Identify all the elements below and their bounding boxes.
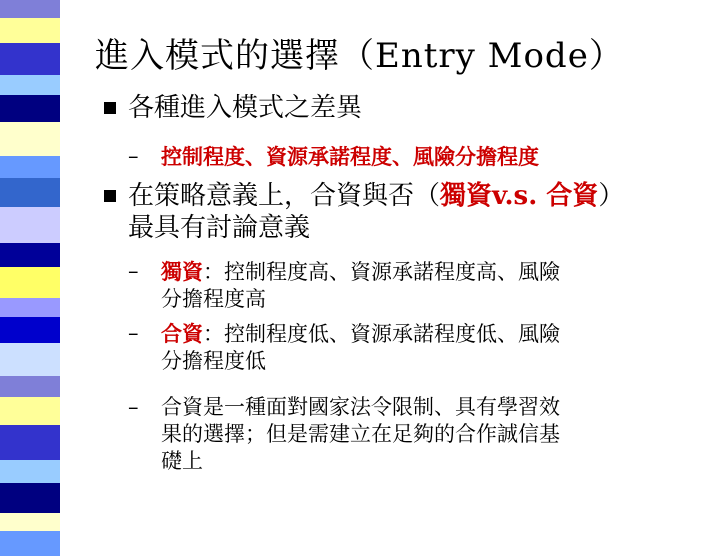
dash-icon: – [128, 395, 139, 419]
sub-bullet-2-2 [128, 320, 560, 375]
sub-bullet-2-1-text: 獨資：控制程度高、資源承諾程度高、風險 [161, 259, 560, 284]
stripe-block [0, 460, 60, 483]
stripe-block [0, 513, 60, 531]
stripe-block [0, 531, 60, 556]
bullet-2-text: 在策略意義上，合資與否（獨資v.s. 合資） [128, 181, 625, 211]
bullet-2 [104, 180, 624, 244]
bullet-2-text-line2: 最具有討論意義 [128, 213, 311, 243]
sub-bullet-2-3-cont2: 礎上 [161, 449, 203, 473]
stripe-block [0, 343, 60, 376]
sub-bullet-2-2-cont: 分擔程度低 [161, 349, 266, 373]
sub-bullet-2-1 [128, 258, 560, 313]
stripe-block [0, 397, 60, 425]
stripe-block [0, 207, 60, 243]
sub-bullet-1-1 [128, 143, 539, 170]
stripe-block [0, 317, 60, 343]
bullet-1 [104, 92, 362, 124]
stripe-block [0, 178, 60, 207]
sub-bullet-2-3-text: 合資是一種面對國家法令限制、具有學習效 [161, 395, 560, 419]
sub-bullet-2-2-text: 合資：控制程度低、資源承諾程度低、風險 [161, 321, 560, 346]
dash-icon: – [128, 259, 139, 283]
sub-bullet-2-3-cont: 果的選擇；但是需建立在足夠的合作誠信基 [161, 422, 560, 446]
stripe-block [0, 298, 60, 317]
dash-icon: – [128, 144, 139, 168]
bullet-square-icon [104, 190, 116, 202]
stripe-block [0, 425, 60, 460]
bullet-2-emphasis: 獨資v.s. 合資 [440, 181, 599, 211]
sub-bullet-2-1-cont: 分擔程度高 [161, 287, 266, 311]
sub-bullet-1-1-text: 控制程度、資源承諾程度、風險分擔程度 [161, 144, 539, 169]
stripe-block [0, 376, 60, 397]
sub-bullet-2-3 [128, 394, 560, 475]
slide-title: 進入模式的選擇（Entry Mode） [95, 36, 624, 76]
stripe-block [0, 18, 60, 43]
stripe-block [0, 267, 60, 298]
dash-icon: – [128, 321, 139, 345]
stripe-block [0, 43, 60, 75]
bullet-square-icon [104, 102, 116, 114]
stripe-block [0, 95, 60, 122]
stripe-block [0, 75, 60, 95]
stripe-block [0, 243, 60, 267]
stripe-block [0, 156, 60, 178]
stripe-block [0, 122, 60, 156]
bullet-1-text: 各種進入模式之差異 [128, 93, 363, 123]
decorative-stripe [0, 0, 60, 540]
stripe-block [0, 0, 60, 18]
stripe-block [0, 483, 60, 513]
